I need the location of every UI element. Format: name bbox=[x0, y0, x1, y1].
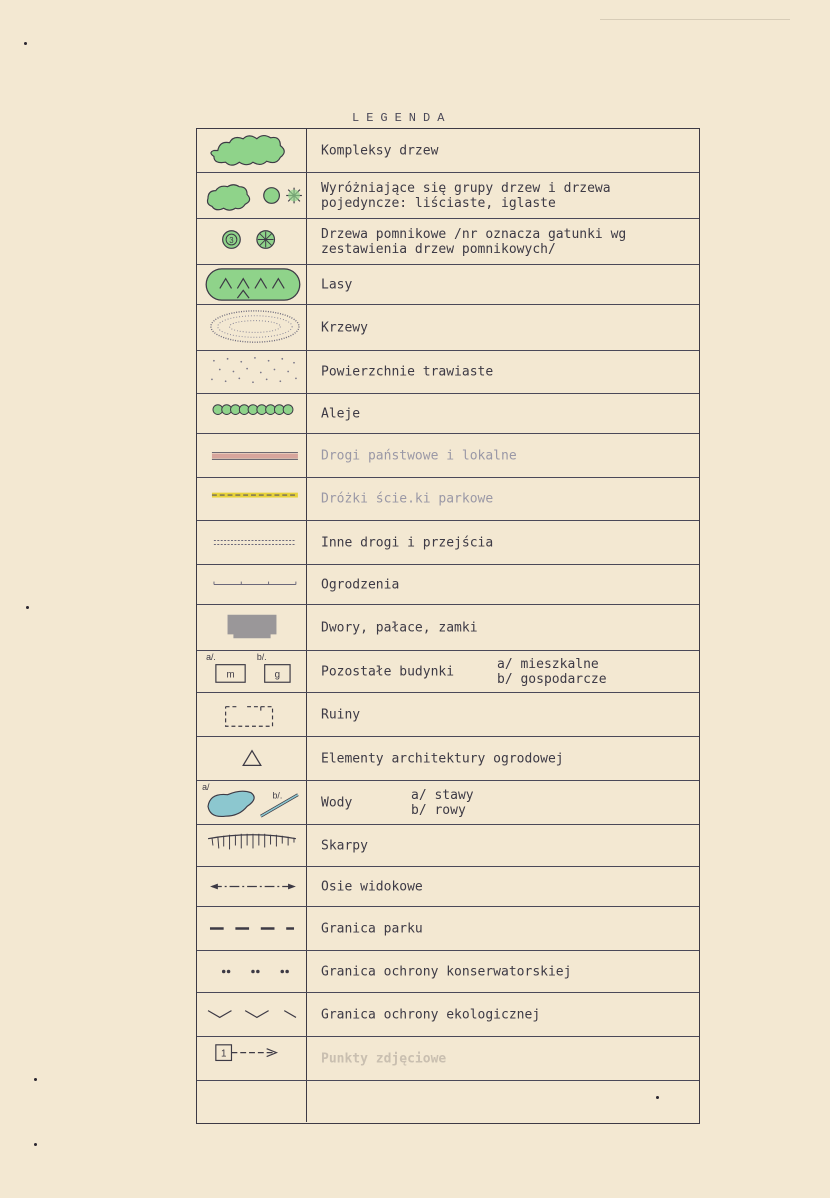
photo-point-icon bbox=[197, 1037, 307, 1080]
buildings-icon bbox=[197, 651, 307, 692]
legend-label: Kompleksy drzew bbox=[321, 143, 439, 158]
legend-label: Drogi państwowe i lokalne bbox=[321, 448, 517, 463]
paper-speck bbox=[34, 1143, 37, 1146]
legend-row bbox=[197, 305, 699, 351]
legend-row bbox=[197, 693, 699, 737]
legend-row bbox=[197, 781, 699, 825]
fence-icon bbox=[197, 565, 307, 604]
paper-speck bbox=[656, 1096, 659, 1099]
legend-table bbox=[196, 128, 700, 1124]
legend-row bbox=[197, 219, 699, 265]
legend-row bbox=[197, 1081, 699, 1122]
legend-label: Granica ochrony konserwatorskiej bbox=[321, 964, 572, 979]
triangle-icon bbox=[197, 737, 307, 780]
alley-icon bbox=[197, 394, 307, 433]
legend-row bbox=[197, 351, 699, 394]
legend-sublabel: a/ mieszkalne b/ gospodarcze bbox=[497, 656, 607, 687]
legend-row bbox=[197, 1037, 699, 1081]
building-b-label: b/. bbox=[256, 651, 267, 662]
legend-label: Elementy architektury ogrodowej bbox=[321, 751, 564, 766]
legend-label: Wody bbox=[321, 795, 353, 810]
forest-icon bbox=[197, 265, 307, 304]
water-icon bbox=[197, 781, 307, 824]
legend-row bbox=[197, 907, 699, 951]
shrubs-icon bbox=[197, 305, 307, 350]
legend-label: Ruiny bbox=[321, 707, 361, 722]
legend-row bbox=[197, 867, 699, 907]
legend-row bbox=[197, 478, 699, 521]
legend-row bbox=[197, 173, 699, 219]
building-a-letter: m bbox=[226, 669, 235, 681]
water-b-label: b/. bbox=[272, 790, 283, 801]
legend-row bbox=[197, 651, 699, 693]
paper-speck bbox=[24, 42, 27, 45]
conservation-boundary-icon bbox=[197, 951, 307, 992]
view-axis-icon bbox=[197, 867, 307, 906]
monument-trees-icon bbox=[197, 219, 307, 264]
legend-row bbox=[197, 565, 699, 605]
legend-label: Wyróżniające się grupy drzew i drzewa pojedyncze: liściaste, iglaste bbox=[321, 180, 611, 211]
road-icon bbox=[197, 434, 307, 477]
paper-speck bbox=[26, 606, 29, 609]
grass-icon bbox=[197, 351, 307, 393]
legend-sublabel: a/ stawy b/ rowy bbox=[411, 787, 474, 818]
legend-label: Aleje bbox=[321, 406, 361, 421]
legend-label: Dróżki ście.ki parkowe bbox=[321, 491, 494, 507]
empty-symbol-cell bbox=[197, 1081, 307, 1122]
building-a-label: a/. bbox=[206, 651, 216, 662]
legend-label: Krzewy bbox=[321, 320, 368, 335]
legend-row bbox=[197, 951, 699, 993]
legend-label: Dwory, pałace, zamki bbox=[321, 620, 478, 635]
water-a-label: a/ bbox=[202, 781, 210, 792]
legend-row bbox=[197, 265, 699, 305]
slope-icon bbox=[197, 825, 307, 866]
park-boundary-icon bbox=[197, 907, 307, 950]
legend-row bbox=[197, 434, 699, 478]
tree-complex-icon bbox=[197, 129, 307, 172]
legend-label: Pozostałe budynki bbox=[321, 664, 455, 679]
tree-groups-icon bbox=[197, 173, 307, 218]
legend-row bbox=[197, 394, 699, 434]
legend-title: LEGENDA bbox=[352, 111, 452, 125]
legend-label: Skarpy bbox=[321, 838, 368, 853]
legend-label: Granica parku bbox=[321, 921, 423, 936]
ruins-icon bbox=[197, 693, 307, 736]
park-path-icon bbox=[197, 478, 307, 520]
manor-icon bbox=[197, 605, 307, 650]
other-path-icon bbox=[197, 521, 307, 564]
legend-label: Lasy bbox=[321, 277, 353, 292]
legend-row bbox=[197, 993, 699, 1037]
photo-point-number: 1 bbox=[220, 1048, 227, 1060]
legend-label: Drzewa pomnikowe /nr oznacza gatunki wg zestawienia drzew pomnikowych/ bbox=[321, 226, 627, 257]
building-b-letter: g bbox=[274, 669, 281, 681]
legend-row bbox=[197, 737, 699, 781]
legend-label: Punkty zdjęciowe bbox=[321, 1051, 447, 1066]
legend-label: Granica ochrony ekologicznej bbox=[321, 1007, 541, 1022]
legend-row bbox=[197, 605, 699, 651]
legend-label: Inne drogi i przejścia bbox=[321, 535, 494, 550]
legend-label: Osie widokowe bbox=[321, 879, 423, 894]
legend-row bbox=[197, 825, 699, 867]
legend-label: Ogrodzenia bbox=[321, 577, 400, 592]
paper-speck bbox=[34, 1078, 37, 1081]
legend-row bbox=[197, 521, 699, 565]
legend-row bbox=[197, 129, 699, 173]
top-edge-line bbox=[600, 19, 790, 20]
monument-number: 3 bbox=[229, 235, 234, 245]
ecological-boundary-icon bbox=[197, 993, 307, 1036]
legend-label: Powierzchnie trawiaste bbox=[321, 364, 494, 380]
